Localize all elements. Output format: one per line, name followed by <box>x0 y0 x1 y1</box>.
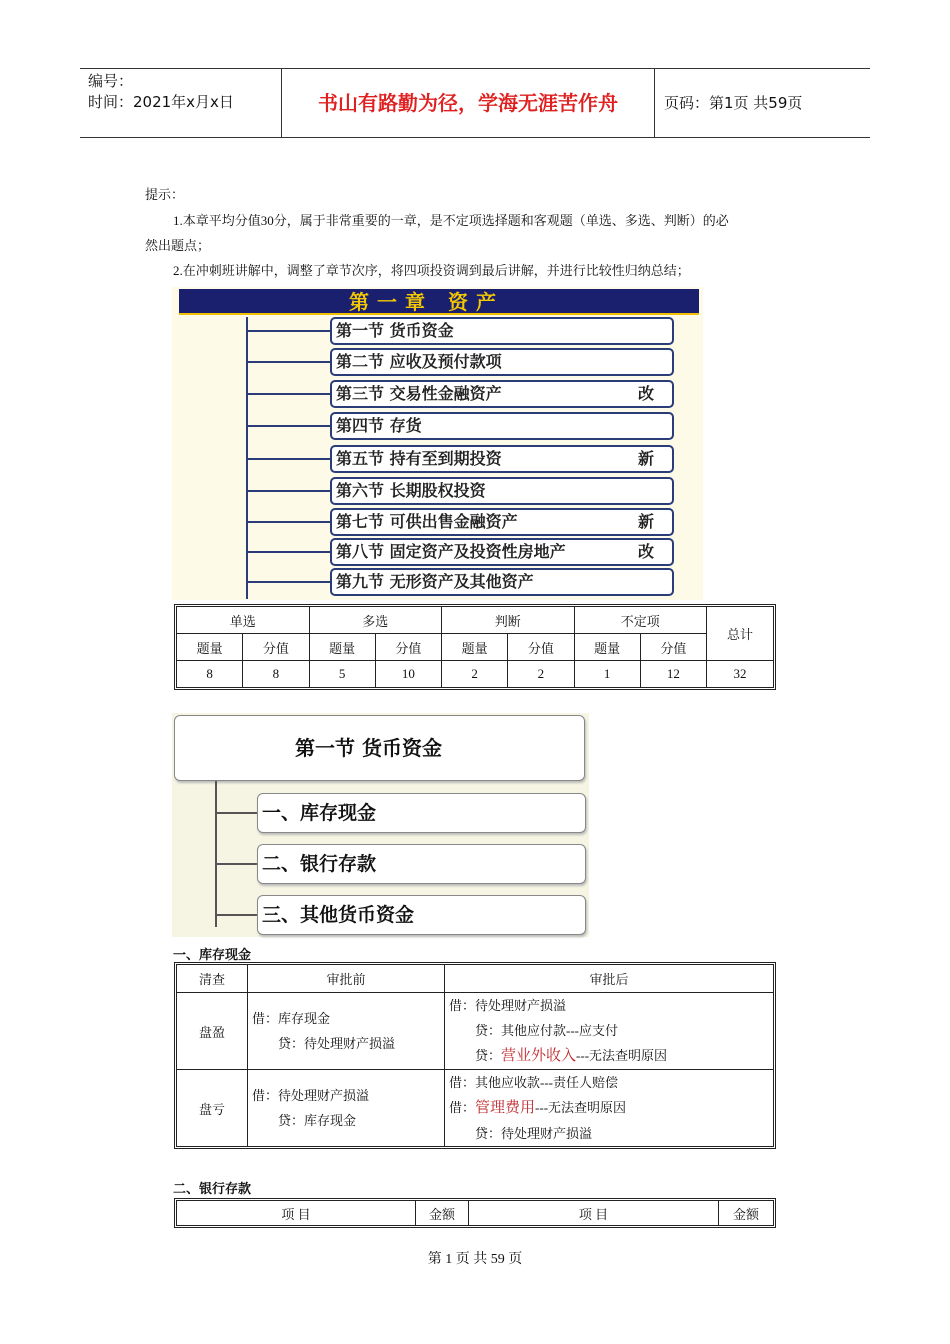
chapter-section: 第八节 固定资产及投资性房地产 改 <box>330 538 674 566</box>
highlight-term: 营业外收入 <box>501 1048 577 1064</box>
header-page-label: 页码：第1页 共59页 <box>664 94 803 112</box>
tree-branch <box>246 521 332 523</box>
bank-heading: 二、银行存款 <box>173 1182 252 1197</box>
table-cell: 8 <box>177 661 243 688</box>
before-entry: 借：待处理财产损溢 贷：库存现金 <box>248 1070 445 1147</box>
sub-header: 分值 <box>640 634 706 661</box>
table-cell: 12 <box>640 661 706 688</box>
tree-branch <box>215 914 257 916</box>
tree-branch <box>215 863 257 865</box>
tip-label: 提示： <box>145 187 185 202</box>
group-header: 多选 <box>309 607 442 634</box>
section-item-box: 三、其他货币资金 <box>257 895 586 935</box>
chapter-section: 第六节 长期股权投资 <box>330 477 674 505</box>
table-cell: 8 <box>243 661 309 688</box>
section-title-box: 第一节 货币资金 <box>174 715 585 781</box>
table-row <box>177 661 774 688</box>
section-diagram <box>172 713 589 937</box>
tree-branch <box>246 581 332 583</box>
table-cell: 1 <box>574 661 640 688</box>
chapter-diagram <box>172 287 703 600</box>
before-entry: 借：库存现金 贷：待处理财产损溢 <box>248 993 445 1070</box>
chapter-title: 第一章 资产 <box>179 289 699 315</box>
tree-branch <box>246 393 332 395</box>
tree-branch <box>215 812 257 814</box>
highlight-term: 管理费用 <box>475 1100 536 1116</box>
sub-header: 题量 <box>177 634 243 661</box>
col-header: 审批前 <box>248 965 445 993</box>
intro-line-1: 1.本章平均分值30分，属于非常重要的一章，是不定项选择题和客观题（单选、多选、判断）的必 <box>173 213 729 228</box>
col-header: 项 目 <box>177 1201 416 1226</box>
score-table <box>176 606 774 688</box>
tree-branch <box>246 330 332 332</box>
chapter-section: 第三节 交易性金融资产 改 <box>330 380 674 408</box>
col-header: 项 目 <box>469 1201 719 1226</box>
section-tag: 新 <box>637 512 654 531</box>
section-tag: 新 <box>637 449 654 468</box>
sub-header: 题量 <box>442 634 508 661</box>
group-header: 判断 <box>442 607 575 634</box>
intro-line-1b: 然出题点； <box>145 238 211 253</box>
chapter-section: 第四节 存货 <box>330 412 674 440</box>
tree-branch <box>246 361 332 363</box>
tree-branch <box>246 425 332 427</box>
row-label: 盘亏 <box>177 1070 248 1147</box>
cash-heading: 一、库存现金 <box>173 948 252 963</box>
group-header: 不定项 <box>574 607 707 634</box>
sub-header: 分值 <box>375 634 441 661</box>
after-entry: 借：待处理财产损溢 贷：其他应付款---应支付 贷：营业外收入---无法查明原因 <box>445 993 774 1070</box>
table-row <box>177 1070 774 1147</box>
tree-branch <box>246 490 332 492</box>
col-header: 金额 <box>416 1201 469 1226</box>
table-cell: 5 <box>309 661 375 688</box>
total-header: 总计 <box>707 607 774 661</box>
chapter-section: 第九节 无形资产及其他资产 <box>330 568 674 596</box>
tree-branch <box>246 551 332 553</box>
header-motto: 书山有路勤为径，学海无涯苦作舟 <box>318 91 618 115</box>
header-meta <box>88 71 278 113</box>
sub-header: 分值 <box>243 634 309 661</box>
after-entry: 借：其他应收款---责任人赔偿 借：管理费用---无法查明原因 贷：待处理财产损溢 <box>445 1070 774 1147</box>
tree-branch <box>246 458 332 460</box>
table-row <box>177 993 774 1070</box>
sub-header: 题量 <box>309 634 375 661</box>
section-item-box: 一、库存现金 <box>257 793 586 833</box>
table-cell: 2 <box>508 661 574 688</box>
col-header: 金额 <box>719 1201 774 1226</box>
section-tag: 改 <box>637 542 654 561</box>
table-cell: 10 <box>375 661 441 688</box>
code-label: 编号： <box>88 72 134 90</box>
page-footer: 第 1 页 共 59 页 <box>427 1252 523 1267</box>
chapter-section: 第一节 货币资金 <box>330 317 674 345</box>
chapter-section: 第二节 应收及预付款项 <box>330 348 674 376</box>
sub-header: 分值 <box>508 634 574 661</box>
header-divider <box>654 69 655 137</box>
row-label: 盘盈 <box>177 993 248 1070</box>
bank-table <box>176 1200 774 1226</box>
section-tag: 改 <box>637 384 654 403</box>
table-cell: 2 <box>442 661 508 688</box>
sub-header: 题量 <box>574 634 640 661</box>
intro-line-2: 2.在冲刺班讲解中，调整了章节次序，将四项投资调到最后讲解，并进行比较性归纳总结； <box>173 263 690 278</box>
section-item-box: 二、银行存款 <box>257 844 586 884</box>
cash-table <box>176 964 774 1147</box>
chapter-section: 第五节 持有至到期投资 新 <box>330 445 674 473</box>
chapter-section: 第七节 可供出售金融资产 新 <box>330 508 674 536</box>
table-cell: 32 <box>707 661 774 688</box>
col-header: 审批后 <box>445 965 774 993</box>
col-header: 清查 <box>177 965 248 993</box>
tree-line <box>215 781 217 927</box>
group-header: 单选 <box>177 607 310 634</box>
page-header <box>80 68 870 138</box>
time-label: 时间：2021年x月x日 <box>88 93 234 111</box>
